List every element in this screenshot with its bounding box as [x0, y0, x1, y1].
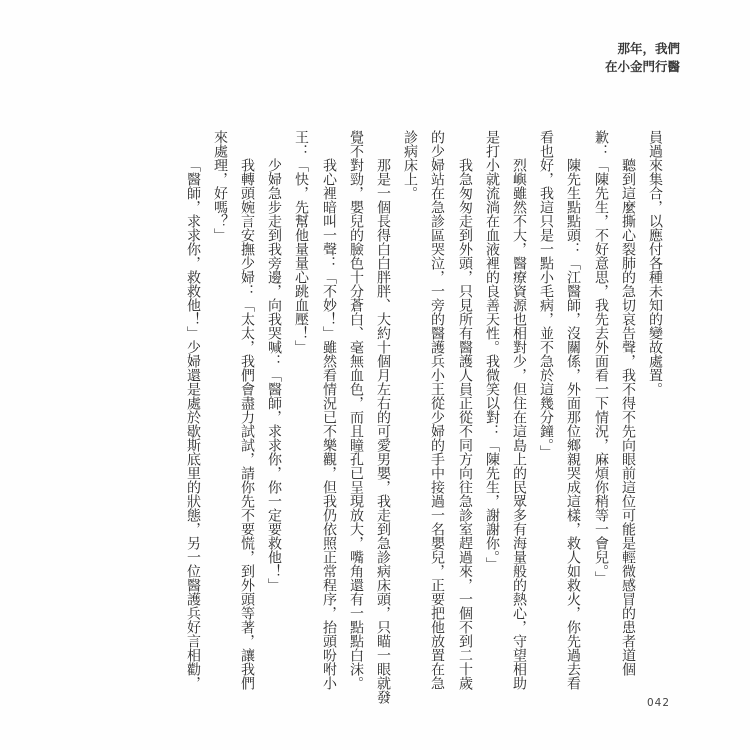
text-column: 我轉頭婉言安撫少婦：「太太，我們會盡力試試，請你先不要慌，到外頭等著，讓我們: [239, 158, 255, 690]
text-column: 那是一個長得白白胖胖、大約十個月左右的可愛男嬰，我走到急診病床頭，只瞄一眼就發: [375, 158, 391, 704]
text-column: 看也好，我這只是一點小毛病，並不急於這幾分鐘。」: [538, 130, 554, 459]
page-number: 042: [646, 697, 670, 709]
text-column: 覺不對勁，嬰兒的臉色十分蒼白、毫無血色，而且瞳孔已呈現放大，嘴角還有一點點白沫。: [348, 130, 364, 690]
text-column: 是打小就流淌在血液裡的良善天性。我微笑以對：「陳先生，謝謝你。」: [484, 130, 500, 571]
text-column: 的少婦站在急診區哭泣，一旁的醫護兵小王從少婦的手中接過一名嬰兒，正要把他放置在急: [429, 130, 445, 690]
text-column: 我心裡暗叫一聲：「不妙！」雖然看情況已不樂觀，但我仍依照正常程序，抬頭吩咐小: [321, 158, 337, 690]
running-head-line-1: 那年，我們: [617, 41, 680, 56]
text-column: 聽到這麼撕心裂肺的急切哀告聲，我不得不先向眼前這位可能是輕微感冒的患者道個: [620, 158, 636, 676]
running-head-line-2: 在小金門行醫: [604, 59, 680, 74]
text-column: 來處理，好嗎？」: [212, 130, 228, 242]
text-column: 王：「快，先幫他量量心跳血壓！」: [293, 130, 309, 354]
text-column: 歉：「陳先生，不好意思，我先去外面看一下情況，麻煩你稍等一會兒。」: [593, 130, 609, 585]
text-column: 烈嶼雖然不大，醫療資源也相對少，但住在這島上的民眾多有海量般的熱心，守望相助: [511, 158, 527, 690]
text-column: 我急匆匆走到外頭，只見所有醫護人員正從不同方向往急診室趕過來，一個不到二十歲: [457, 158, 473, 690]
text-column: 少婦急步走到我旁邊，向我哭喊：「醫師，求求你，你一定要救他！」: [266, 158, 282, 592]
text-column: 「醫師，求求你，救救他！」少婦還是處於歇斯底里的狀態，另一位醫護兵好言相勸，: [185, 158, 201, 690]
text-column: 陳先生點點頭：「江醫師，沒關係，外面那位鄉親哭成這樣，救人如救火，你先過去看: [565, 158, 581, 690]
text-column: 員過來集合，以應付各種未知的變故處置。: [647, 130, 663, 396]
text-column: 診病床上。: [402, 130, 418, 200]
